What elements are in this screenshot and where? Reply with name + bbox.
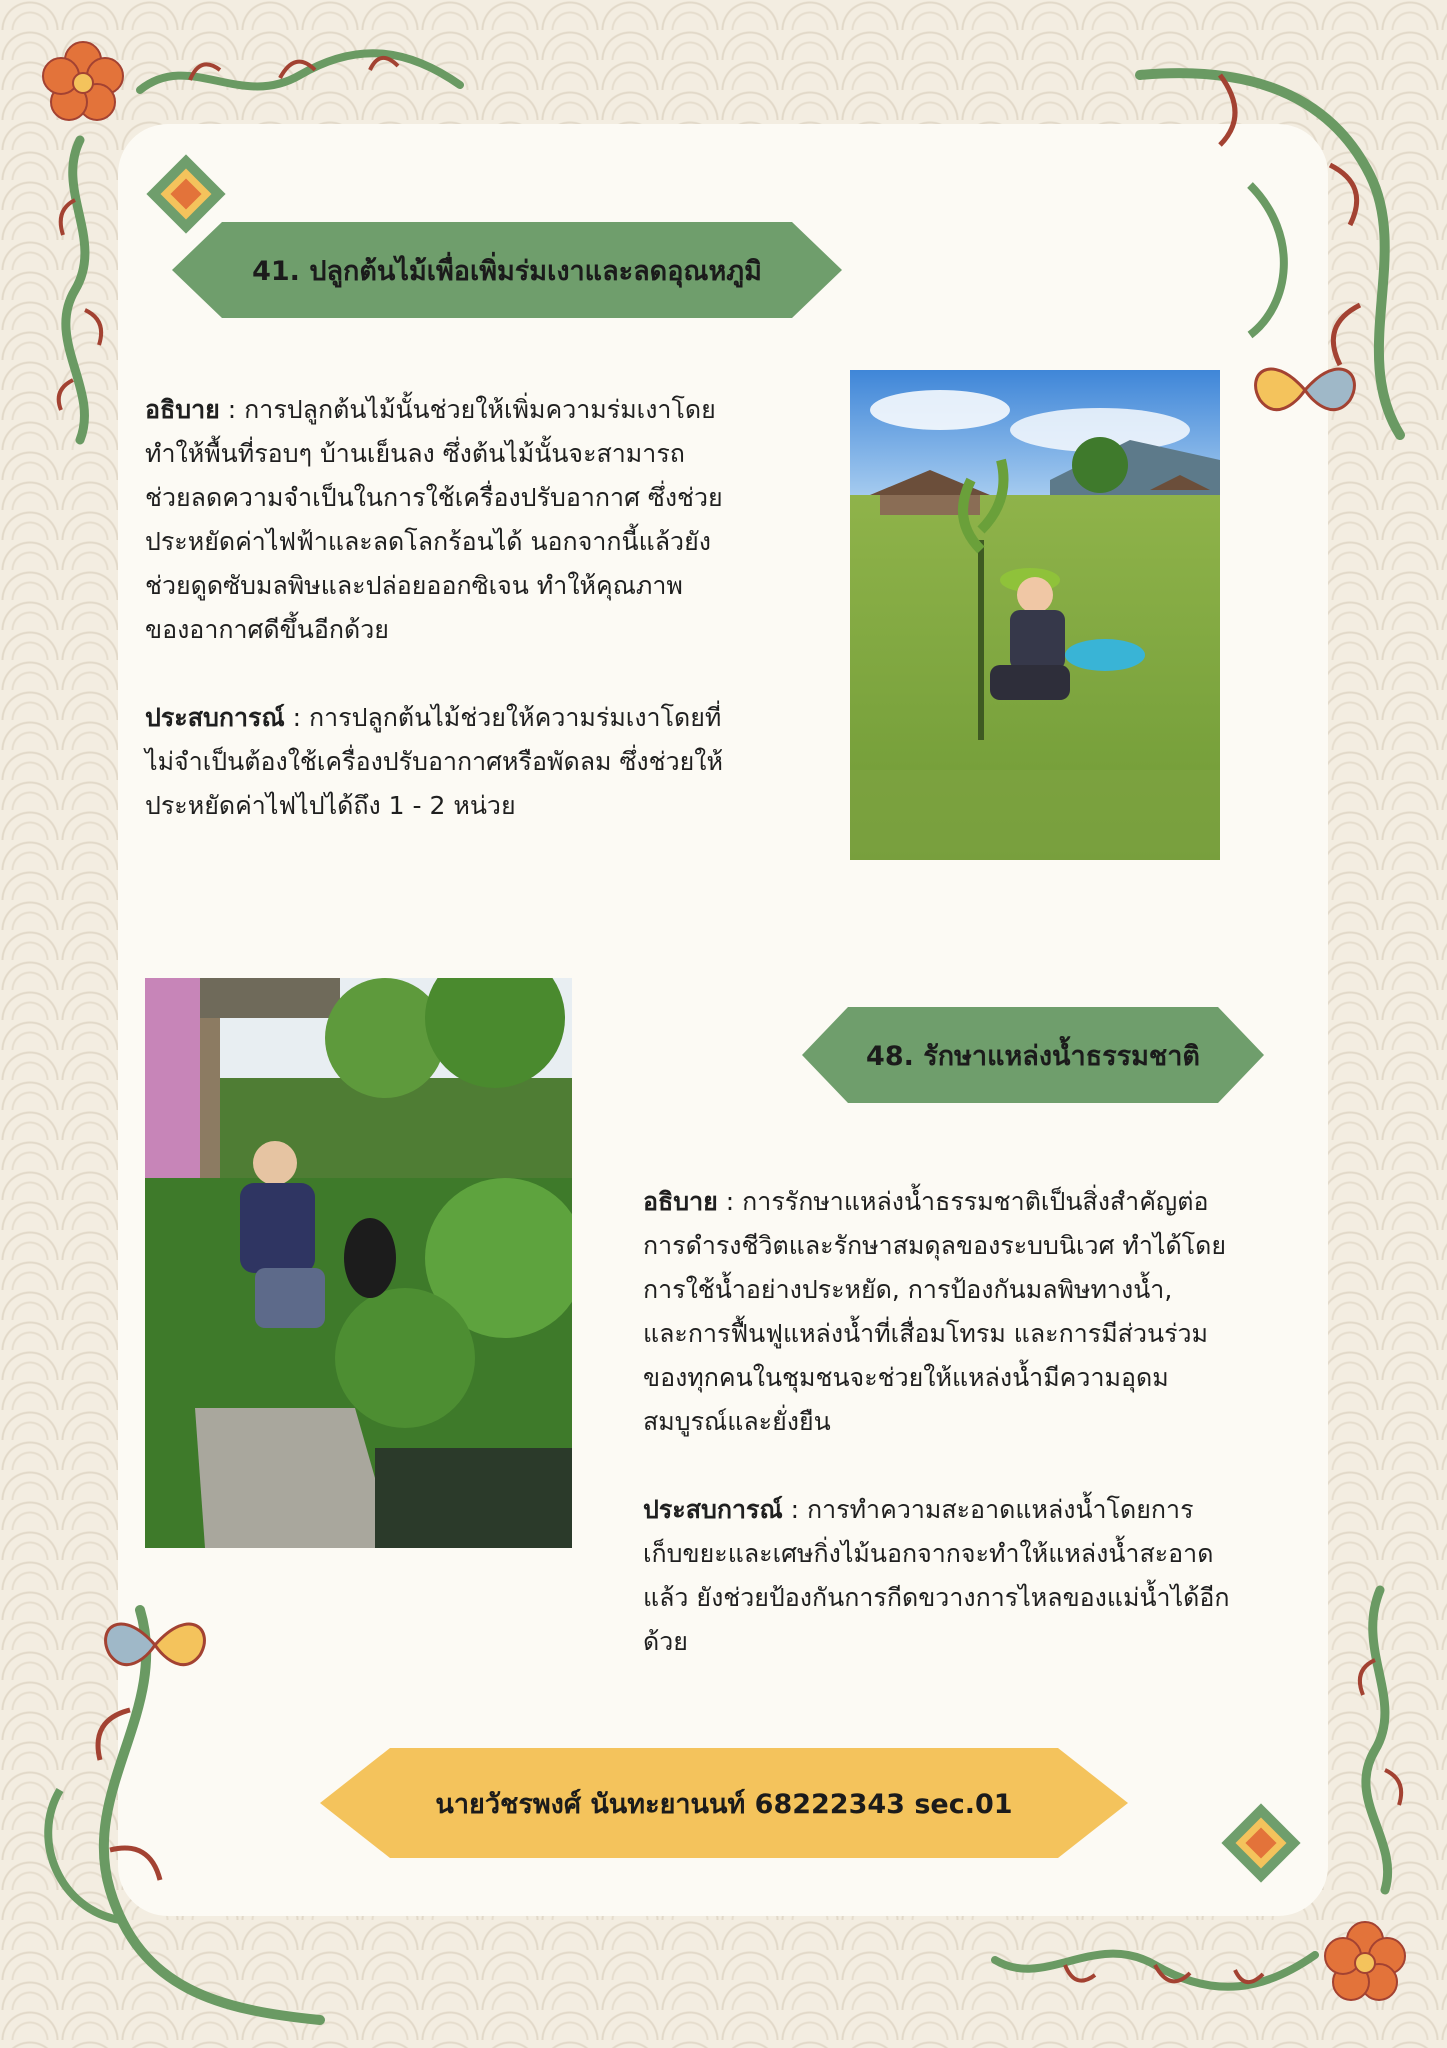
section2-title: 48. รักษาแหล่งน้ำธรรมชาติ	[866, 1040, 1200, 1072]
section2-desc-line: การดำรงชีวิตและรักษาสมดุลของระบบนิเวศ ทำได้โดย	[643, 1231, 1227, 1260]
section1-desc-line: ของอากาศดีขึ้นอีกด้วย	[145, 615, 389, 644]
diamond-icon	[1220, 1802, 1302, 1884]
section1-desc-line: ประหยัดค่าไฟฟ้าและลดโลกร้อนได้ นอกจากนี้แล้วยัง	[145, 527, 711, 556]
section2-exp-label: ประสบการณ์	[643, 1495, 783, 1524]
section2-title-ribbon	[802, 1007, 1264, 1103]
vine-ornament	[130, 40, 470, 120]
section2-photo	[145, 978, 572, 1548]
flower-icon	[38, 38, 128, 128]
footer-author-label: นายวัชรพงศ์ นันทะยานนท์ 68222343 sec.01	[435, 1788, 1013, 1820]
section1-title: 41. ปลูกต้นไม้เพื่อเพิ่มร่มเงาและลดอุณหภูมิ	[252, 255, 762, 287]
vine-ornament	[1340, 1580, 1420, 1900]
section1-desc-label: อธิบาย	[145, 395, 220, 424]
section1-title-ribbon	[172, 222, 842, 318]
vine-ornament	[985, 1920, 1325, 2000]
section2-desc-line: อธิบาย : การรักษาแหล่งน้ำธรรมชาติเป็นสิ่งสำคัญต่อ	[643, 1187, 1209, 1216]
flower-icon	[1240, 345, 1370, 435]
section2-exp-line: ด้วย	[643, 1627, 688, 1656]
section2-text	[643, 1180, 1323, 1664]
section1-exp-label: ประสบการณ์	[145, 703, 285, 732]
flower-icon	[90, 1600, 220, 1690]
section1-desc-line: อธิบาย : การปลูกต้นไม้นั้นช่วยให้เพิ่มความร่มเงาโดย	[145, 395, 716, 424]
section2-exp-line: แล้ว ยังช่วยป้องกันการกีดขวางการไหลของแม่น้ำได้อีก	[643, 1583, 1230, 1612]
section2-exp-line: ประสบการณ์ : การทำความสะอาดแหล่งน้ำโดยการ	[643, 1495, 1194, 1524]
section1-text	[145, 388, 825, 828]
section2-desc-line: ของทุกคนในชุมชนจะช่วยให้แหล่งน้ำมีความอุดม	[643, 1363, 1169, 1392]
section1-exp-line: ไม่จำเป็นต้องใช้เครื่องปรับอากาศหรือพัดลม ซึ่งช่วยให้	[145, 747, 723, 776]
section1-exp-line: ประสบการณ์ : การปลูกต้นไม้ช่วยให้ความร่มเงาโดยที่	[145, 703, 722, 732]
section2-exp-line: เก็บขยะและเศษกิ่งไม้นอกจากจะทำให้แหล่งน้ำสะอาด	[643, 1539, 1214, 1568]
flower-icon	[1320, 1918, 1410, 2008]
section2-desc-line: สมบูรณ์และยั่งยืน	[643, 1407, 831, 1436]
section1-desc-line: ช่วยลดความจำเป็นในการใช้เครื่องปรับอากาศ ซึ่งช่วย	[145, 483, 723, 512]
section2-desc-line: การใช้น้ำอย่างประหยัด, การป้องกันมลพิษทางน้ำ,	[643, 1275, 1173, 1304]
section2-desc-label: อธิบาย	[643, 1187, 718, 1216]
section2-desc-line: และการฟื้นฟูแหล่งน้ำที่เสื่อมโทรม และการมีส่วนร่วม	[643, 1319, 1209, 1348]
footer-ribbon	[320, 1748, 1128, 1858]
vine-ornament	[45, 130, 115, 450]
section1-exp-line: ประหยัดค่าไฟไปได้ถึง 1 - 2 หน่วย	[145, 791, 516, 820]
section1-photo	[850, 370, 1220, 860]
section1-desc-line: ช่วยดูดซับมลพิษและปล่อยออกซิเจน ทำให้คุณภาพ	[145, 571, 683, 600]
section1-desc-line: ทำให้พื้นที่รอบๆ บ้านเย็นลง ซึ่งต้นไม้นั้นจะสามารถ	[145, 439, 685, 468]
